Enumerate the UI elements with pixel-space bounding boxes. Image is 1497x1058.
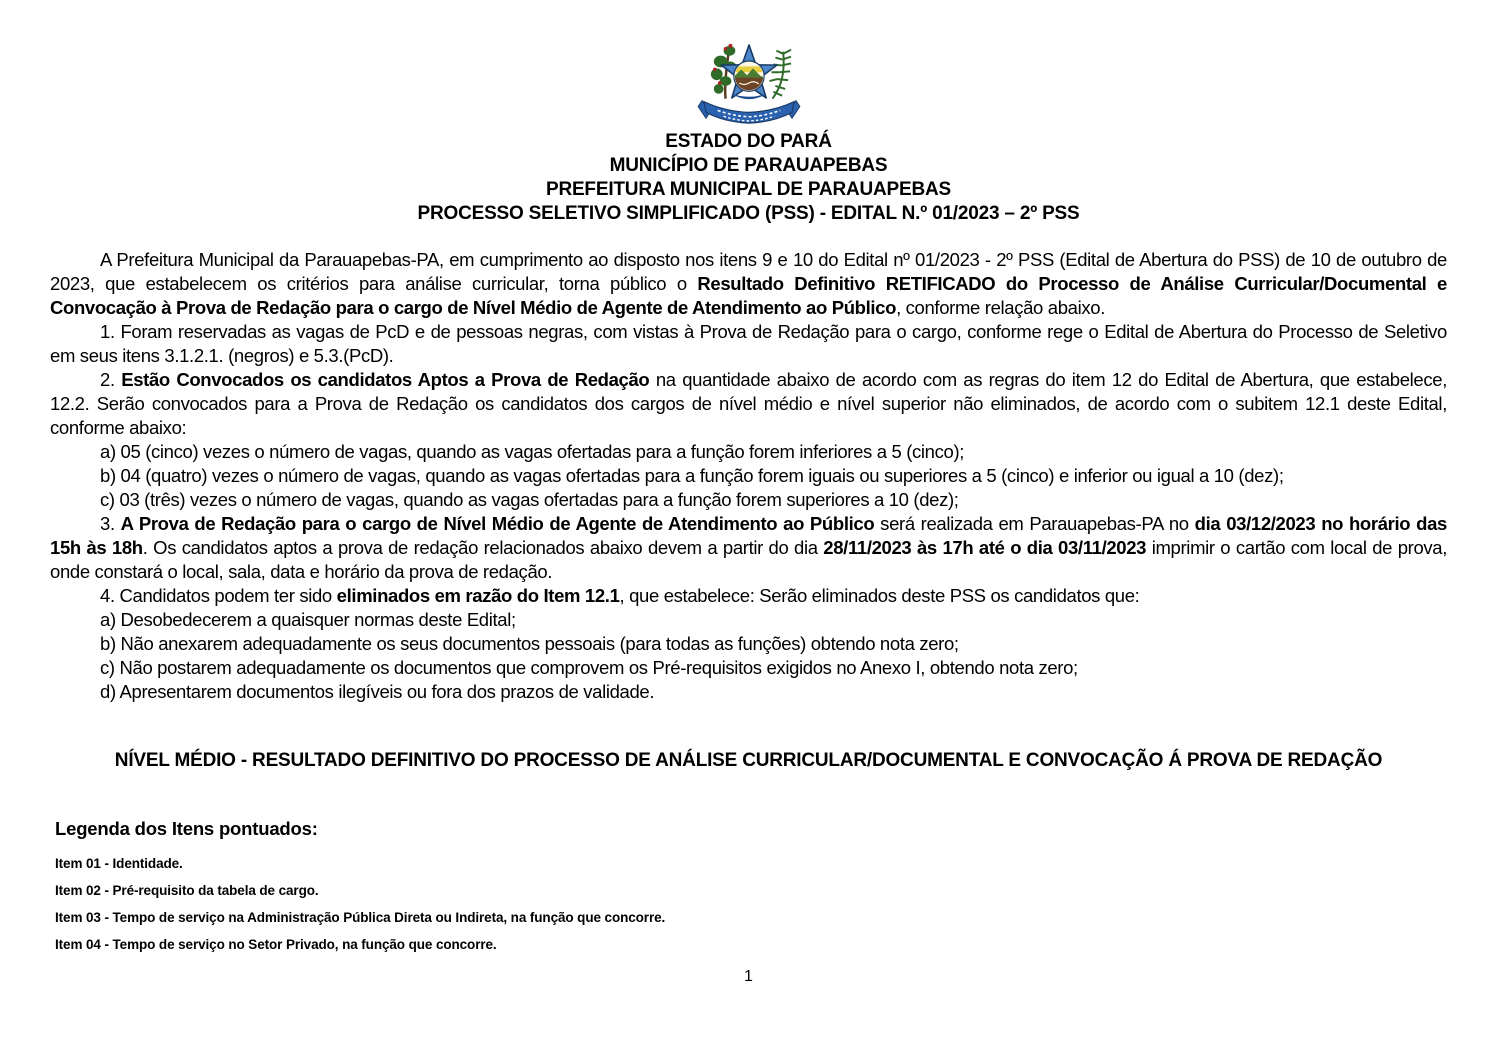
- parauapebas-coat-of-arms-icon: [690, 40, 808, 128]
- bold-text: A Prova de Redação para o cargo de Nível Médio de Agente de Atendimento ao Público: [120, 513, 875, 534]
- legend-title: Legenda dos Itens pontuados:: [55, 818, 318, 839]
- bold-text: Estão Convocados os candidatos Aptos a Prova de Redação: [121, 369, 650, 390]
- bold-text: 28/11/2023 às 17h até o dia 03/11/2023: [823, 537, 1147, 558]
- text: b) Não anexarem adequadamente os seus documentos pessoais (para todas as funções) obtendo nota zero;: [100, 633, 959, 654]
- text: imprimir o cartão com local de prova, onde constará o local, sala, data e horário da prova de redação.: [50, 537, 1448, 582]
- header-line-edital: PROCESSO SELETIVO SIMPLIFICADO (PSS) - EDITAL N.º 01/2023 – 2º PSS: [417, 203, 1080, 224]
- paragraph: [50, 680, 1447, 704]
- header-line-municipality: MUNICÍPIO DE PARAUAPEBAS: [609, 155, 888, 176]
- paragraph: [50, 440, 1447, 464]
- text: na quantidade abaixo de acordo com as regras do item 12 do Edital de Abertura, que estabelece, 12.2. Serão convocados para a Prova de Redação os candidatos dos cargos de nível médio e nível superior não eliminados, de acordo com o subitem 12.1 deste Edital, conforme abaixo:: [50, 369, 1447, 438]
- text: 1. Foram reservadas as vagas de PcD e de pessoas negras, com vistas à Prova de Redação para o cargo, conforme rege o Edital de Abertura do Processo de Seletivo em seus itens 3.1.2.1. (negros) e 5.3.(PcD).: [50, 321, 1447, 366]
- text: será realizada em Parauapebas-PA no: [874, 513, 1195, 534]
- text: 4. Candidatos podem ter sido: [100, 585, 337, 606]
- paragraph: [50, 656, 1447, 680]
- text: a) Desobedecerem a quaisquer normas deste Edital;: [100, 609, 516, 630]
- legend-item: Item 04 - Tempo de serviço no Setor Privado, na função que concorre.: [55, 937, 497, 952]
- text: . Os candidatos aptos a prova de redação relacionados abaixo devem a partir do dia: [142, 537, 824, 558]
- paragraph: [50, 512, 1447, 584]
- logo-ribbon: [698, 101, 800, 123]
- section-title: NÍVEL MÉDIO - RESULTADO DEFINITIVO DO PROCESSO DE ANÁLISE CURRICULAR/DOCUMENTAL E CONVOCAÇÃO Á PROVA DE REDAÇÃO: [114, 750, 1383, 771]
- paragraph: [50, 248, 1447, 320]
- bold-text: eliminados em razão do Item 12.1: [336, 585, 620, 606]
- header-line-state: ESTADO DO PARÁ: [665, 131, 832, 152]
- legend-list: [55, 850, 1447, 958]
- legend-item: Item 01 - Identidade.: [55, 856, 183, 871]
- header-line-prefecture: PREFEITURA MUNICIPAL DE PARAUAPEBAS: [545, 179, 952, 200]
- paragraph: [50, 608, 1447, 632]
- text: c) 03 (três) vezes o número de vagas, quando as vagas ofertadas para a função forem superiores a 10 (dez);: [100, 489, 959, 510]
- document-body: [50, 248, 1447, 704]
- text: 2.: [100, 369, 122, 390]
- text: 3.: [100, 513, 121, 534]
- page-number: 1: [744, 968, 753, 985]
- legend-item: Item 03 - Tempo de serviço na Administração Pública Direta ou Indireta, na função que concorre.: [55, 910, 666, 925]
- bold-text: dia 03/12/2023 no horário das 15h às 18h: [50, 513, 1447, 558]
- logo-right-fern: [769, 50, 791, 99]
- text: c) Não postarem adequadamente os documentos que comprovem os Pré-requisitos exigidos no Anexo I, obtendo nota zero;: [100, 657, 1078, 678]
- text: A Prefeitura Municipal da Parauapebas-PA, em cumprimento ao disposto nos itens 9 e 10 do Edital nº 01/2023 - 2º PSS (Edital de Abertura do PSS) de 10 de outubro de 2023, que estabelecem os critérios para análise curricular, torna público o: [50, 249, 1447, 294]
- legend-item: Item 02 - Pré-requisito da tabela de cargo.: [55, 883, 319, 898]
- text: , conforme relação abaixo.: [896, 297, 1105, 318]
- text: , que estabelece: Serão eliminados deste PSS os candidatos que:: [619, 585, 1140, 606]
- paragraph: [50, 632, 1447, 656]
- paragraph: [50, 488, 1447, 512]
- text: d) Apresentarem documentos ilegíveis ou fora dos prazos de validade.: [100, 681, 655, 702]
- paragraph: [50, 584, 1447, 608]
- paragraph: [50, 320, 1447, 368]
- paragraph: [50, 368, 1447, 440]
- text: a) 05 (cinco) vezes o número de vagas, quando as vagas ofertadas para a função forem inferiores a 5 (cinco);: [100, 441, 965, 462]
- document-header: [0, 130, 1497, 226]
- paragraph: [50, 464, 1447, 488]
- bold-text: Resultado Definitivo RETIFICADO do Processo de Análise Curricular/Documental e Convocação à Prova de Redação para o cargo de Nível Médio de Agente de Atendimento ao Público: [50, 273, 1447, 318]
- text: b) 04 (quatro) vezes o número de vagas, quando as vagas ofertadas para a função forem iguais ou superiores a 5 (cinco) e inferior ou igual a 10 (dez);: [100, 465, 1284, 486]
